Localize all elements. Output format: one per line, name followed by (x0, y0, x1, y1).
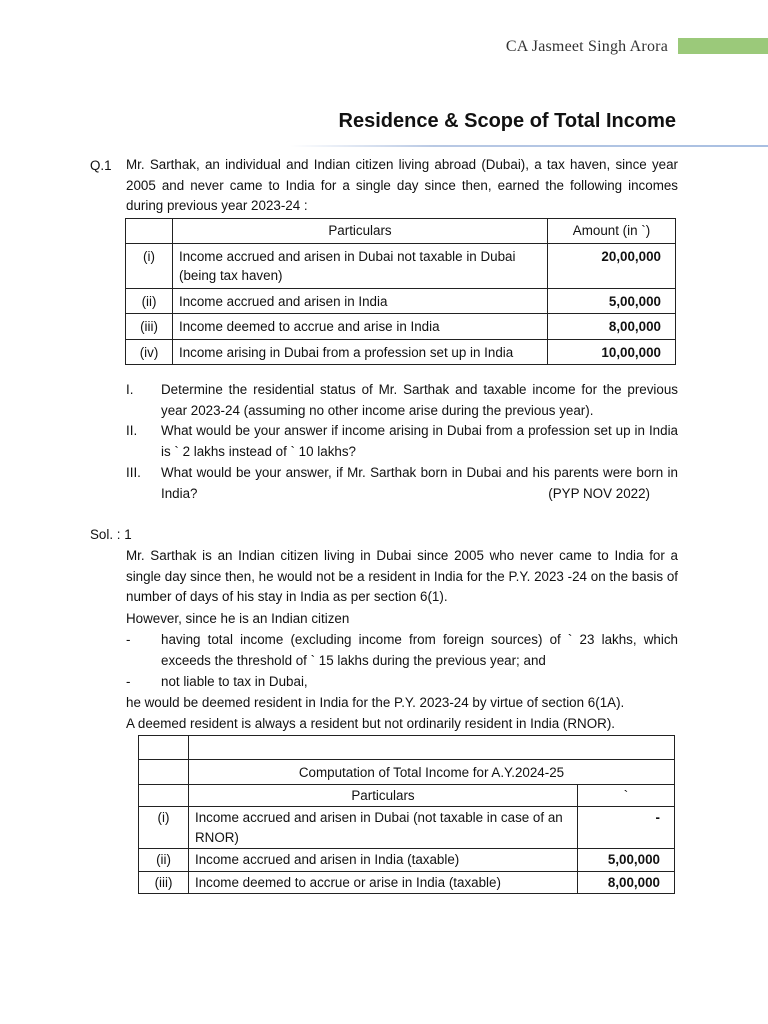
empty-cell (139, 736, 189, 760)
row-number: (i) (139, 807, 189, 849)
computation-table (138, 735, 675, 894)
solution-label: Sol. : 1 (90, 527, 132, 542)
table-row-empty (139, 736, 675, 760)
table-row (126, 288, 676, 314)
solution-body (126, 546, 678, 734)
part-number: III. (126, 465, 141, 480)
exam-reference: (PYP NOV 2022) (548, 485, 650, 501)
solution-bullet (126, 671, 678, 692)
row-number: (iv) (126, 339, 173, 365)
row-amount: 8,00,000 (548, 314, 676, 340)
bullet-dash: - (126, 631, 131, 647)
question-part-3 (126, 463, 678, 504)
header-cell-blank (126, 219, 173, 244)
solution-bullet (126, 629, 678, 671)
row-number: (iii) (126, 314, 173, 340)
header-cell-blank (139, 784, 189, 807)
header-cell-particulars: Particulars (189, 784, 578, 807)
table-header-row (126, 219, 676, 244)
question-number: Q.1 (90, 158, 112, 173)
row-amount: 20,00,000 (548, 243, 676, 288)
row-particulars: Income accrued and arisen in Dubai (not taxable in case of an RNOR) (189, 807, 578, 849)
empty-cell (139, 760, 189, 785)
row-amount: 8,00,000 (578, 871, 675, 894)
row-particulars: Income accrued and arisen in Dubai not taxable in Dubai (being tax haven) (173, 243, 548, 288)
row-particulars: Income accrued and arisen in India (173, 288, 548, 314)
header-cell-particulars: Particulars (173, 219, 548, 244)
table-row (139, 849, 675, 872)
row-particulars: Income deemed to accrue and arise in India (173, 314, 548, 340)
part-number: I. (126, 382, 134, 397)
row-number: (iii) (139, 871, 189, 894)
page-title: Residence & Scope of Total Income (338, 110, 676, 132)
solution-paragraph: Mr. Sarthak is an Indian citizen living in Dubai since 2005 who never came to India for a single day since then, he would not be a resident in India for the P.Y. 2023 -24 on the basis of number of days of his stay in India as per section 6(1). (126, 548, 678, 604)
table-caption-row (139, 760, 675, 785)
title-underline (290, 145, 768, 147)
bullet-dash: - (126, 673, 131, 689)
question-text: Mr. Sarthak, an individual and Indian citizen living abroad (Dubai), a tax haven, since year 2005 and never came to India for a single day since then, earned the following incomes during previous year 2023-24 : (126, 157, 678, 213)
solution-paragraph: However, since he is an Indian citizen (126, 610, 350, 626)
header-author: CA Jasmeet Singh Arora (505, 38, 668, 55)
table-row (139, 871, 675, 894)
question-part-1 (126, 380, 678, 421)
row-particulars: Income accrued and arisen in India (taxable) (189, 849, 578, 872)
table-row (126, 339, 676, 365)
row-number: (ii) (126, 288, 173, 314)
question-part-2 (126, 421, 678, 462)
part-text-wrapper (161, 463, 678, 504)
solution-paragraph: A deemed resident is always a resident but not ordinarily resident in India (RNOR). (126, 715, 615, 731)
row-number: (ii) (139, 849, 189, 872)
row-particulars: Income deemed to accrue or arise in India (taxable) (189, 871, 578, 894)
solution-paragraph: he would be deemed resident in India for the P.Y. 2023-24 by virtue of section 6(1A). (126, 694, 625, 710)
row-amount: 5,00,000 (548, 288, 676, 314)
header-cell-amount: Amount (in `) (548, 219, 676, 244)
empty-cell (189, 736, 675, 760)
table-header-row (139, 784, 675, 807)
header-accent-bar (678, 38, 768, 54)
bullet-text: having total income (excluding income from foreign sources) of ` 23 lakhs, which exceeds the threshold of ` 15 lakhs during the previous year; and (161, 631, 678, 668)
row-amount: - (578, 807, 675, 849)
table-row (139, 807, 675, 849)
part-number: II. (126, 423, 138, 438)
bullet-text: not liable to tax in Dubai, (161, 673, 308, 689)
header-cell-amount: ` (578, 784, 675, 807)
part-text: What would be your answer if income arising in Dubai from a profession set up in India is ` 2 lakhs instead of ` 10 lakhs? (161, 423, 678, 459)
part-text: Determine the residential status of Mr. Sarthak and taxable income for the previous year 2023-24 (assuming no other income arise during the previous year). (161, 382, 678, 418)
table-row (126, 314, 676, 340)
row-particulars: Income arising in Dubai from a profession set up in India (173, 339, 548, 365)
row-amount: 5,00,000 (578, 849, 675, 872)
row-amount: 10,00,000 (548, 339, 676, 365)
computation-caption: Computation of Total Income for A.Y.2024-25 (189, 760, 675, 785)
table-row (126, 243, 676, 288)
row-number: (i) (126, 243, 173, 288)
part-text: What would be your answer, if Mr. Sarthak born in Dubai and his parents were born in India? (161, 465, 678, 501)
income-table (125, 218, 676, 365)
